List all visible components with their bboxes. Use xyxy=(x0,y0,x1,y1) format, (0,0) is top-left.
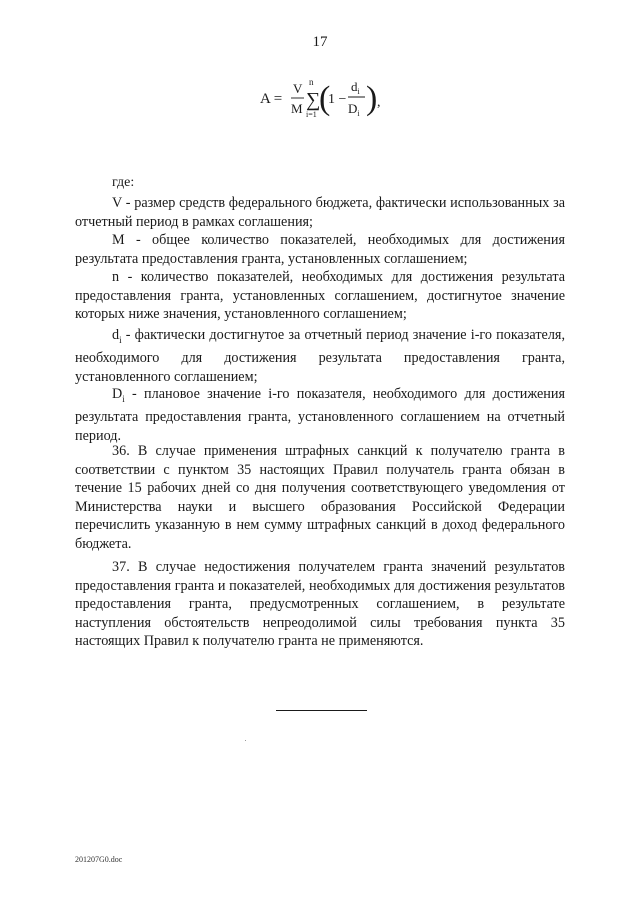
formula-lhs: A = xyxy=(260,91,283,107)
formula-d-num: $d_i$ xyxy=(351,79,360,96)
definition-v: V - размер средств федерального бюджета, фактически использованных за отчетный период в рамках соглашения; xyxy=(75,195,565,230)
formula-one-minus: 1 − xyxy=(328,92,347,107)
formula xyxy=(260,76,400,126)
formula-m: M xyxy=(291,101,303,116)
definition-d: $d_i$ - фактически достигнутое за отчетный период значение i-го показателя, необходимого для достижения результата предоставления гранта, установленного соглашением; xyxy=(75,327,565,386)
page-number: 17 xyxy=(312,34,328,50)
footer-code: 201207G0.doc xyxy=(75,855,123,864)
end-divider xyxy=(276,710,367,711)
formula-trail: , xyxy=(377,95,381,110)
definition-m: M - общее количество показателей, необходимых для достижения результата предоставления гранта, установленных соглашением; xyxy=(75,232,565,267)
scan-dot xyxy=(245,740,246,741)
where-label: где: xyxy=(112,175,135,190)
sigma-symbol: ∑ xyxy=(306,89,321,111)
paren-right: ) xyxy=(366,80,378,117)
paragraph-36: 36. В случае применения штрафных санкций к получателю гранта в соответствии с пунктом 35 настоящих Правил получатель гранта обязан в течение 15 рабочих дней со дня получения соответствующего уведомления от Министерства науки и высшего образования Российской Федерации перечислить указанную в нем сумму штрафных санкций в доход федерального бюджета. xyxy=(75,443,565,552)
formula-sum-top: n xyxy=(309,77,314,87)
paragraph-37: 37. В случае недостижения получателем гранта значений результатов предоставления гранта и показателей, необходимых для достижения результатов предоставления гранта, предусмотренных соглашением, в результате наступления обстоятельств непреодолимой силы требования пункта 35 настоящих Правил к получателю гранта не применяются. xyxy=(75,559,565,650)
definition-n: n - количество показателей, необходимых для достижения результата предоставления гранта, установленных соглашением, достигнутое значение которых ниже значения, установленного соглашением; xyxy=(75,269,565,323)
formula-D-den: $D_i$ xyxy=(348,101,360,118)
formula-v: V xyxy=(293,81,303,96)
definition-D: $D_i$ - плановое значение i-го показателя, необходимого для достижения результата предоставления гранта, установленного соглашением на отчетный период. xyxy=(75,386,565,445)
paren-left: ( xyxy=(319,80,331,117)
formula-sum-bottom: i=1 xyxy=(306,110,317,119)
